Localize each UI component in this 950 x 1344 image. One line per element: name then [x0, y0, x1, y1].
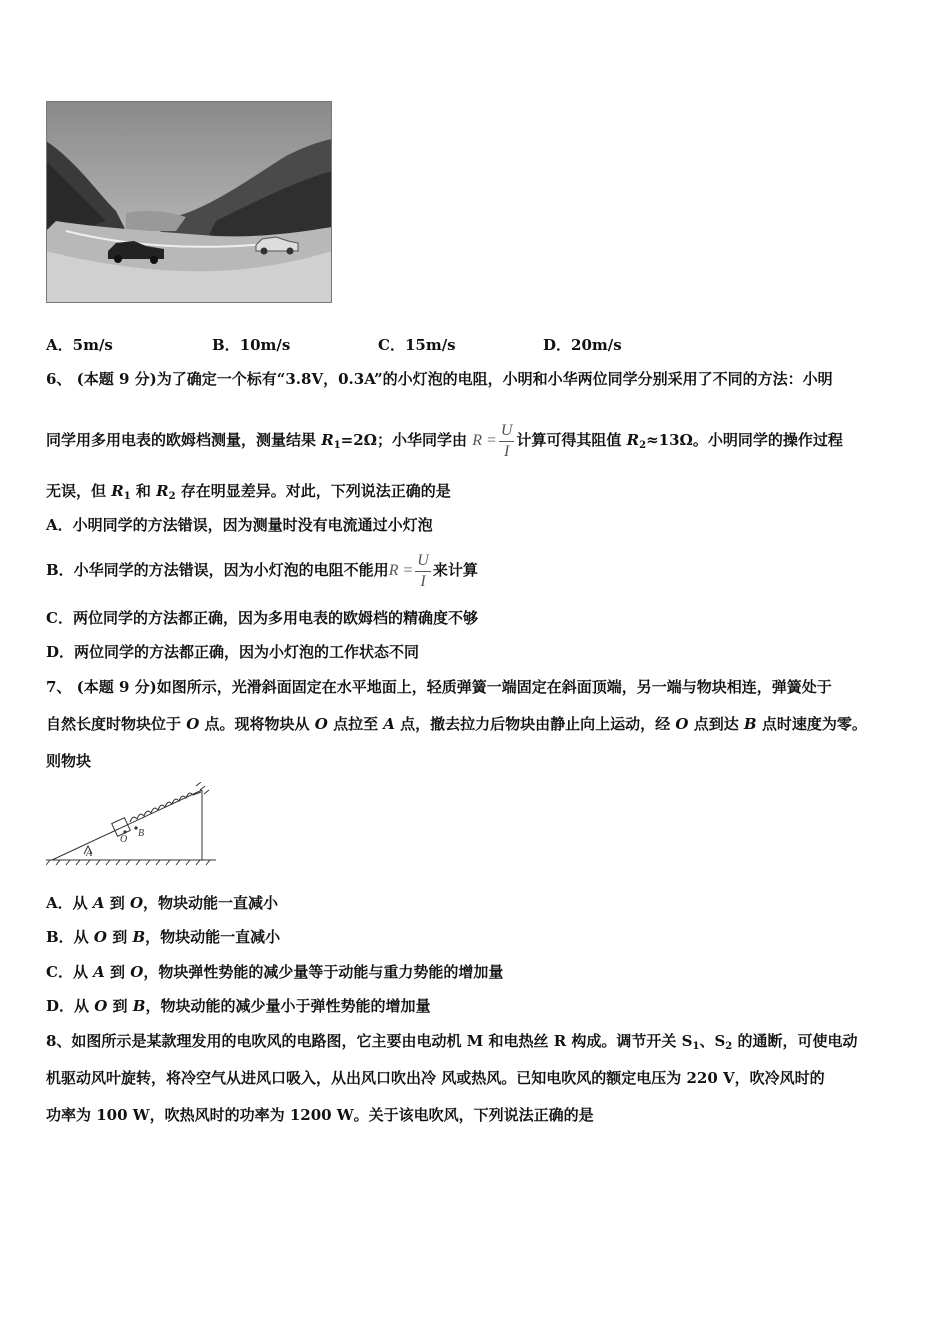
q8-stem-line1: 8、如图所示是某款理发用的电吹风的电路图，它主要由电动机 M 和电热丝 R 构成。调节开关 $S_1$、$S_2$ 的通断，可使电动 — [46, 1032, 858, 1052]
q5-option-c: C．15m/s — [378, 336, 456, 354]
q5-option-d: D．20m/s — [543, 336, 622, 354]
q7-option-d: D．从 O 到 B，物块动能的减少量小于弹性势能的增加量 — [46, 997, 431, 1015]
label-o: O — [120, 834, 128, 845]
q6-stem-line3: 无误，但 $R_1$ 和 $R_2$ 存在明显差异。对此，下列说法正确的是 — [46, 482, 451, 502]
ground-hatching — [46, 860, 210, 865]
spring — [130, 792, 201, 822]
formula-lhs: R = — [472, 432, 497, 449]
incline-spring-diagram — [46, 782, 218, 866]
q7-option-a: A．从 A 到 O，物块动能一直减小 — [46, 894, 279, 912]
label-b: B — [138, 828, 145, 839]
label-a: A — [86, 848, 93, 859]
q6-option-c: C．两位同学的方法都正确，因为多用电表的欧姆档的精确度不够 — [46, 609, 478, 627]
q6-option-b: B．小华同学的方法错误，因为小灯泡的电阻不能用R = $\frac{U}{I}$ 来计算 — [46, 551, 478, 590]
q7-stem-line1: 7、 (本题 9 分)如图所示，光滑斜面固定在水平地面上，轻质弹簧一端固定在斜面顶端，另一端与物块相连，弹簧处于 — [46, 678, 832, 696]
q6-stem-line2: 同学用多用电表的欧姆档测量，测量结果 $R_1=2\Omega$；小华同学由 R = $\frac{U}{I}$ 计算可得其阻值 $R_2\approx 13\Omega$。小明同学的操作过程 — [46, 421, 843, 460]
q5-option-b: B．10m/s — [212, 336, 291, 354]
q7-option-b: B．从 O 到 B，物块动能一直减小 — [46, 928, 281, 946]
q7-stem-line2: 自然长度时物块位于 O 点。现将物块从 O 点拉至 A 点，撤去拉力后物块由静止向上运动，经 O 点到达 B 点时速度为零。 — [46, 715, 867, 733]
q7-option-c: C．从 A 到 O，物块弹性势能的减少量等于动能与重力势能的增加量 — [46, 963, 504, 981]
q8-stem-line2: 机驱动风叶旋转，将冷空气从进风口吸入，从出风口吹出冷 风或热风。已知电吹风的额定电压为 220 V，吹冷风时的 — [46, 1069, 825, 1087]
mountain-road-photo — [46, 101, 332, 303]
q6-option-d: D．两位同学的方法都正确，因为小灯泡的工作状态不同 — [46, 643, 420, 661]
formula-fraction: $\frac{U}{I}$ — [500, 421, 513, 460]
q6-option-a: A．小明同学的方法错误，因为测量时没有电流通过小灯泡 — [46, 516, 433, 534]
q8-stem-line3: 功率为 100 W，吹热风时的功率为 1200 W。关于该电吹风，下列说法正确的是 — [46, 1106, 594, 1124]
q5-option-a: A．5m/s — [46, 336, 113, 354]
q6-stem-line1: 6、 (本题 9 分)为了确定一个标有“3.8V，0.3A”的小灯泡的电阻，小明和小华两位同学分别采用了不同的方法：小明 — [46, 370, 833, 388]
q7-stem-line3: 则物块 — [46, 752, 92, 770]
